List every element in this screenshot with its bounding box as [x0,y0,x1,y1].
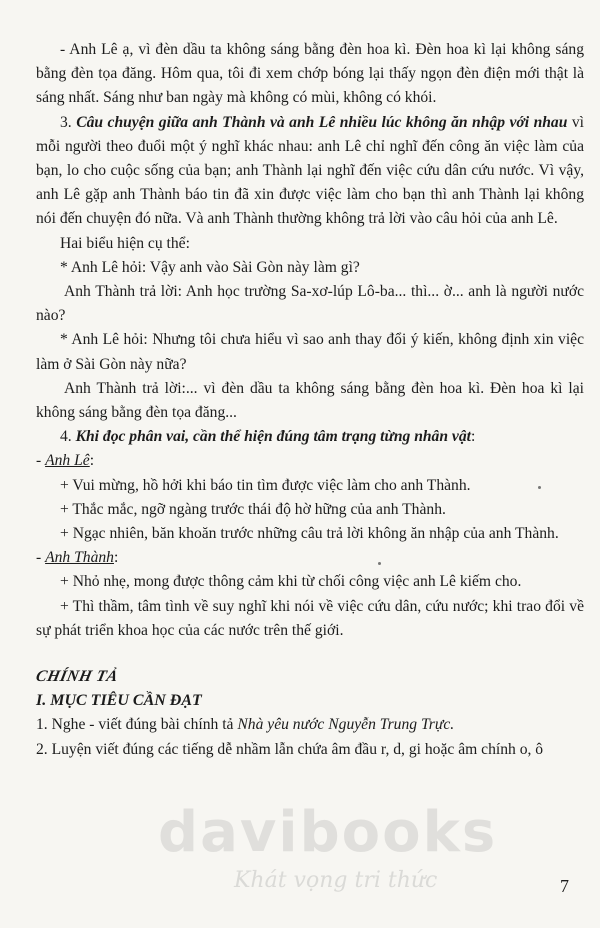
list-item: + Ngạc nhiên, băn khoăn trước những câu trả lời không ăn nhập của anh Thành. [60,525,559,543]
list-item: 2. Luyện viết đúng các tiếng dễ nhầm lẫn chứa âm đầu r, d, gi hoặc âm chính o, ô [36,740,544,758]
paragraph: 4. Khi đọc phân vai, cần thể hiện đúng tâm trạng từng nhân vật: [60,428,476,446]
paragraph: 3. Câu chuyện giữa anh Thành và anh Lê nhiều lúc không ăn nhập với nhau vì mỗi người theo đuổi một ý nghĩ khác nhau: anh Lê chỉ nghĩ đến công ăn việc làm của bạn, lo cho cuộc sống của bạn; anh Thành lại nghĩ đến việc cứu dân cứu nước. Vì vậy, anh Lê gặp anh Thành báo tin đã xin được việc làm cho bạn thì anh Thành lại không nói đến chuyện đó nữa. Và anh Thành thường không trả lời vào câu hỏi của anh Lê. [36,113,584,228]
paragraph: * Anh Lê hỏi: Nhưng tôi chưa hiểu vì sao anh thay đổi ý kiến, không định xin việc làm ở Sài Gòn này nữa? [36,331,584,373]
paragraph: Hai biểu hiện cụ thể: [60,234,190,252]
watermark-brand: davibooks [158,800,498,865]
character-label-thanh: - Anh Thành: [36,549,119,567]
paragraph: Anh Thành trả lời:... vì đèn dầu ta không sáng bằng đèn hoa kì. Đèn hoa kì lại không sáng bằng đèn tọa đăng... [36,379,584,422]
section-heading: I. MỤC TIÊU CẦN ĐẠT [36,692,202,710]
list-item: + Nhỏ nhẹ, mong được thông cảm khi từ chối công việc anh Lê kiếm cho. [60,573,522,591]
paragraph: Anh Thành trả lời: Anh học trường Sa-xơ-lúp Lô-ba... thì... ờ... anh là người nước nào? [36,283,584,325]
emphasis: Câu chuyện giữa anh Thành và anh Lê nhiều lúc không ăn nhập với nhau [76,113,568,131]
scan-speck [538,486,541,489]
scan-speck [378,562,381,565]
paragraph: - Anh Lê ạ, vì đèn dầu ta không sáng bằng đèn hoa kì. Đèn hoa kì lại không sáng bằng đèn tọa đăng. Hôm qua, tôi đi xem chớp bóng lại thấy ngọn đèn điện mới thật là sáng nhất. Sáng như ban ngày mà không có mùi, không có khói. [36,41,584,107]
emphasis: Khi đọc phân vai, cần thể hiện đúng tâm trạng từng nhân vật [75,428,471,446]
list-item: + Thắc mắc, ngỡ ngàng trước thái độ hờ hững của anh Thành. [60,500,446,518]
page-content [36,38,584,762]
list-item: + Thì thầm, tâm tình về suy nghĩ khi nói về việc cứu dân, cứu nước; khi trao đổi về sự phát triển khoa học của các nước trên thế giới. [36,597,584,639]
list-item: + Vui mừng, hồ hởi khi báo tin tìm được việc làm cho anh Thành. [60,476,471,494]
list-item: 1. Nghe - viết đúng bài chính tả Nhà yêu nước Nguyễn Trung Trực. [36,716,455,734]
watermark-slogan: Khát vọng tri thức [234,868,438,893]
section-title: CHÍNH TẢ [34,668,120,686]
character-label-le: - Anh Lê: [36,452,95,470]
page-number: 7 [560,876,569,896]
paragraph: * Anh Lê hỏi: Vậy anh vào Sài Gòn này làm gì? [60,258,360,276]
